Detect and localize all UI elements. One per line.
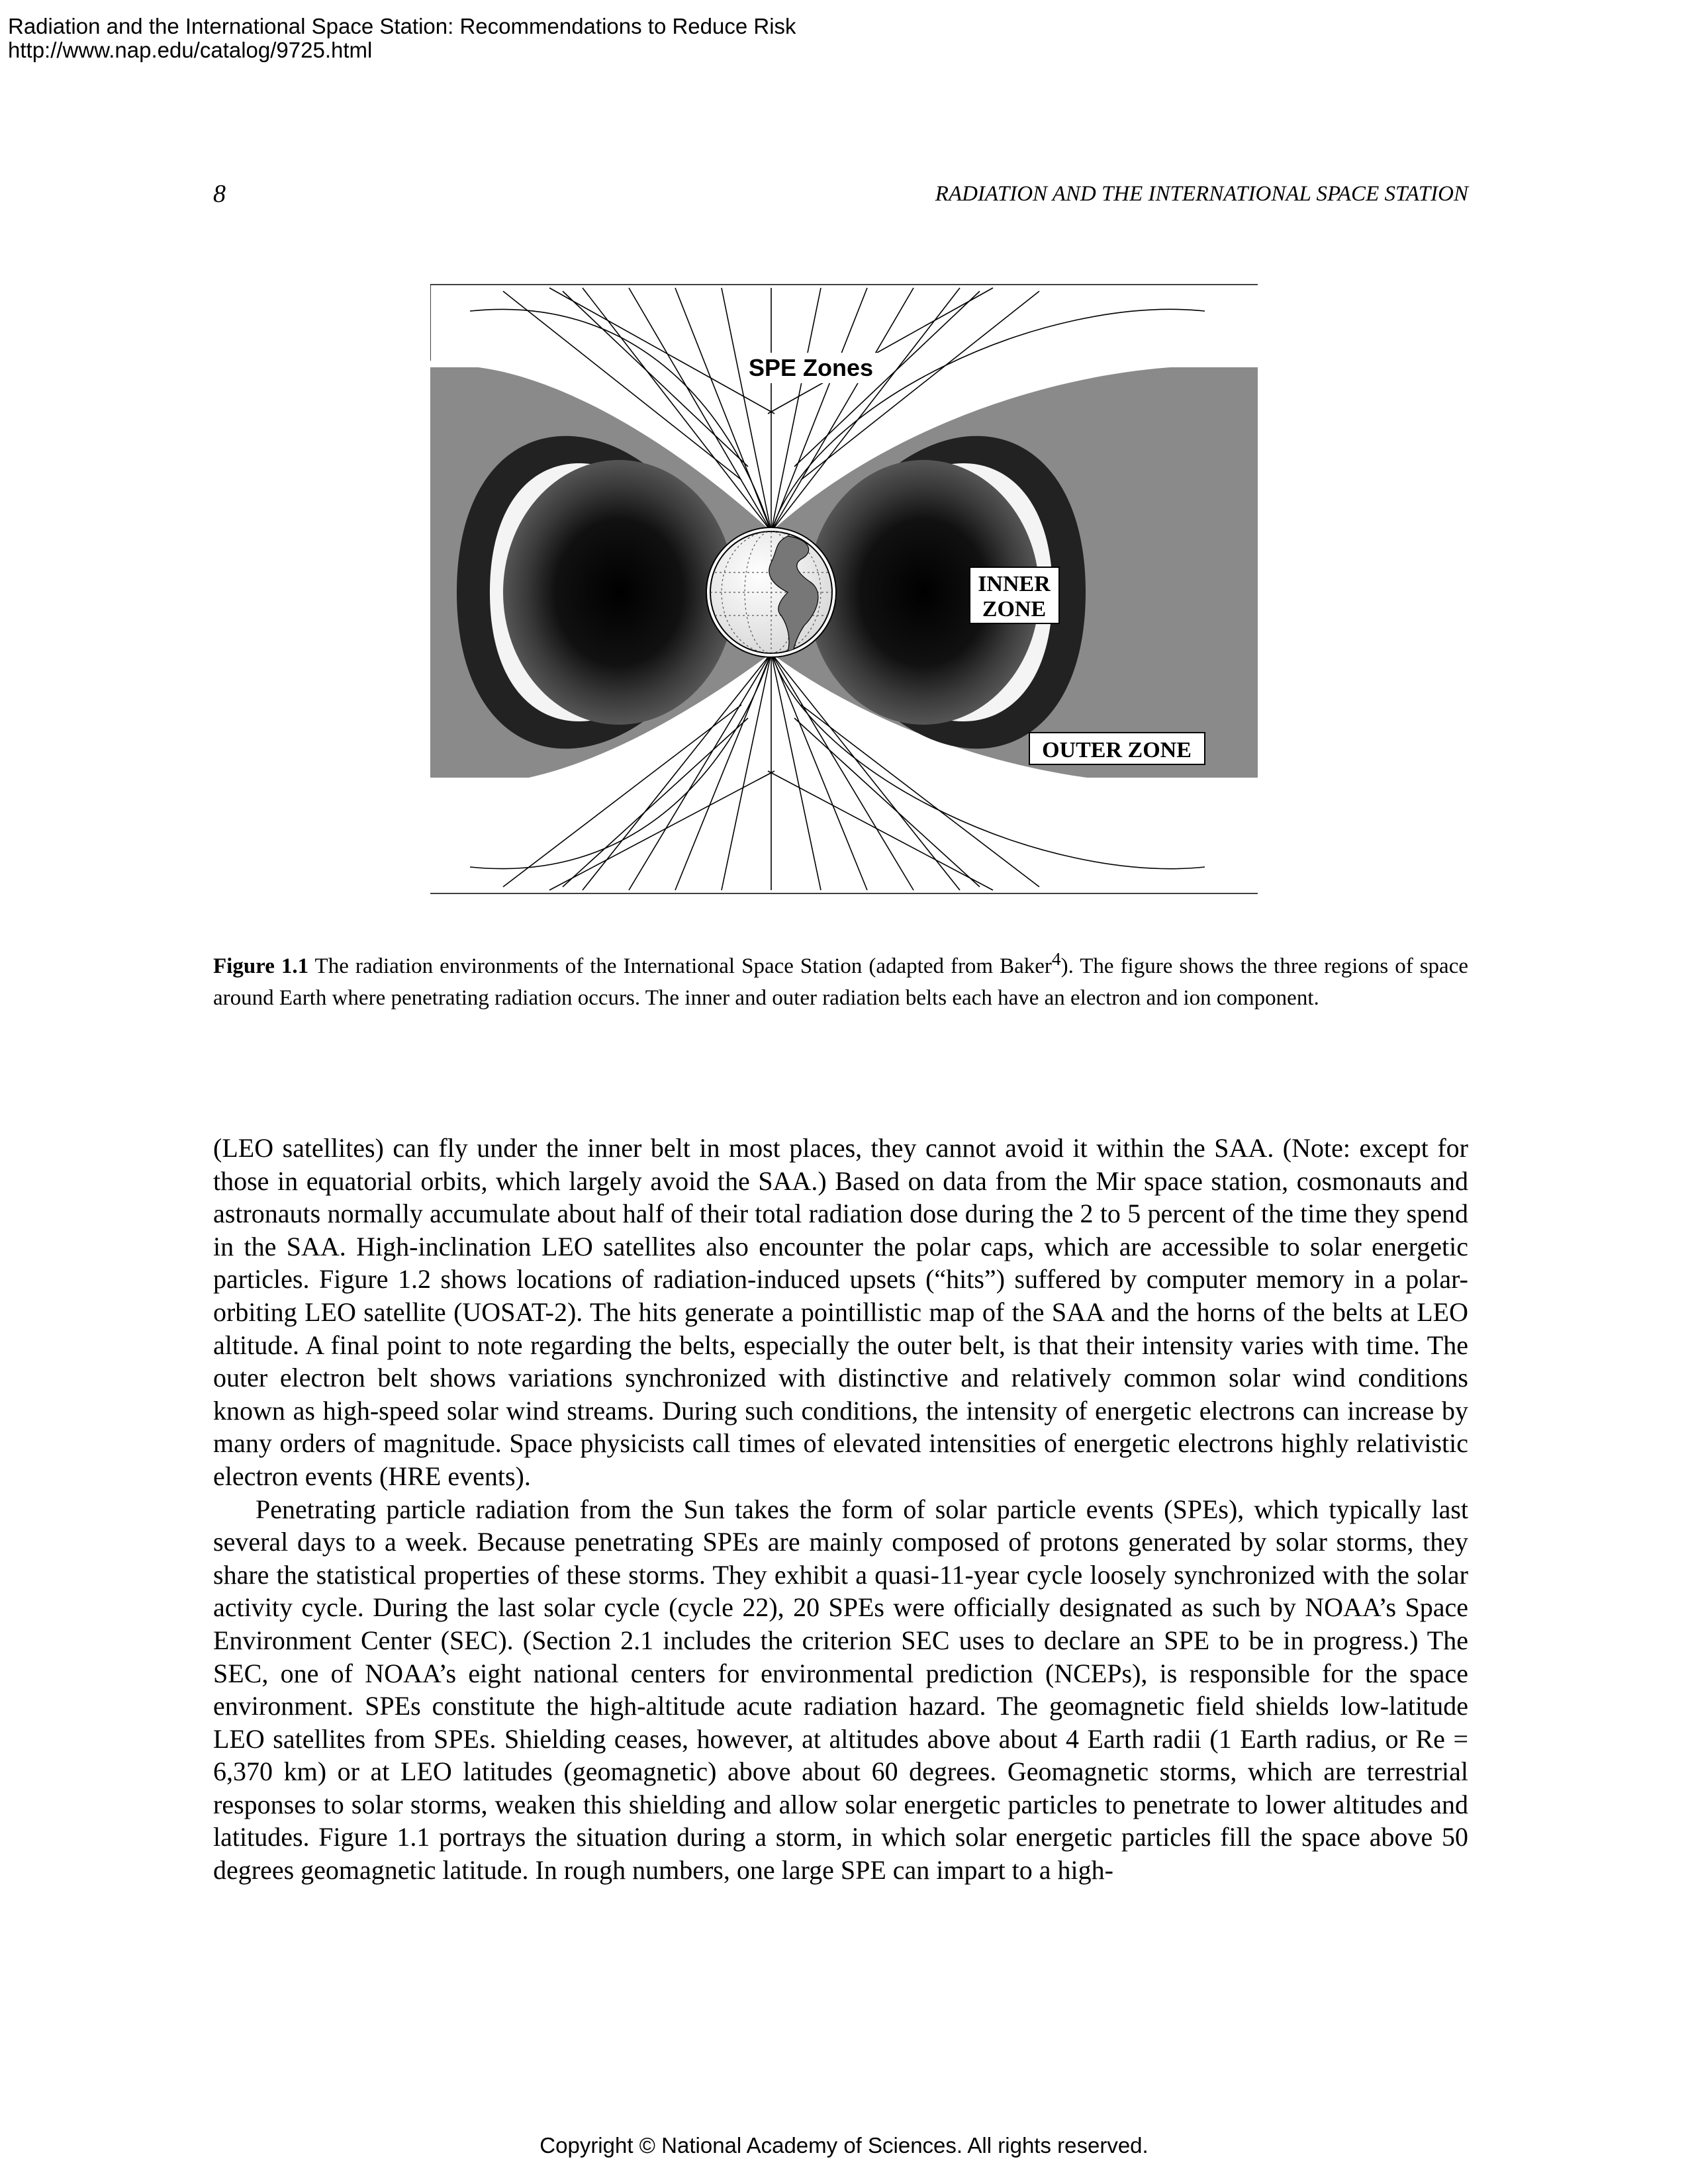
page-number: 8 <box>213 180 226 208</box>
outer-zone-label <box>1029 733 1205 764</box>
caption-label: Figure 1.1 <box>213 954 309 978</box>
paragraph-2: Penetrating particle radiation from the Sun takes the form of solar particle events (SPEs), which typically last several days to a week. Because penetrating SPEs are mainly composed of protons generated by solar storms, they share the statistical properties of these storms. They exhibit a quasi-11-year cycle loosely synchronized with the solar activity cycle. During the last solar cycle (cycle 22), 20 SPEs were officially designated as such by NOAA’s Space Environment Center (SEC). (Section 2.1 includes the criterion SEC uses to declare an SPE to be in progress.) The SEC, one of NOAA’s eight national centers for environmental prediction (NCEPs), is responsible for the space environment. SPEs constitute the high-altitude acute radiation hazard. The geomagnetic field shields low-latitude LEO satellites from SPEs. Shielding ceases, however, at altitudes above about 4 Earth radii (1 Earth radius, or Re = 6,370 km) or at LEO latitudes (geomagnetic) above about 60 degrees. Geomagnetic storms, which are terrestrial responses to solar storms, weaken this shielding and allow solar energetic particles to penetrate to lower altitudes and latitudes. Figure 1.1 portrays the situation during a storm, in which solar energetic particles fill the space above 50 degrees geomagnetic latitude. In rough numbers, one large SPE can impart to a high- <box>213 1494 1468 1886</box>
running-title: RADIATION AND THE INTERNATIONAL SPACE STATION <box>935 182 1468 206</box>
inner-zone-label <box>970 567 1059 623</box>
inner-belt-left <box>503 460 735 725</box>
caption-text-b: ). The figure shows the three regions of space around Earth where penetrating radiation occurs. The inner and outer radiation belts each have an electron and ion component. <box>213 954 1468 1010</box>
copyright-footer: Copyright © National Academy of Sciences. All rights reserved. <box>539 2133 1149 2158</box>
paragraph-1: (LEO satellites) can fly under the inner belt in most places, they cannot avoid it within the SAA. (Note: except for those in equatorial orbits, which largely avoid the SAA.) Based on data from the Mir space station, cosmonauts and astronauts normally accumulate about half of their total radiation dose during the 2 to 5 percent of the time they spend in the SAA. High-inclination LEO satellites also encounter the polar caps, which are accessible to solar energetic particles. Figure 1.2 shows locations of radiation-induced upsets (“hits”) suffered by computer memory in a polar-orbiting LEO satellite (UOSAT-2). The hits generate a pointillistic map of the SAA and the horns of the belts at LEO altitude. A final point to note regarding the belts, especially the outer belt, is that their intensity varies with time. The outer electron belt shows variations synchronized with distinctive and relatively common solar wind conditions known as high-speed solar wind streams. During such conditions, the intensity of energetic electrons can increase by many orders of magnitude. Space physicists call times of elevated intensities of energetic electrons highly relativistic electron events (HRE events). <box>213 1133 1468 1491</box>
source-header <box>8 15 796 62</box>
caption-text-a: The radiation environments of the International Space Station (adapted from Baker <box>314 954 1052 978</box>
body-text <box>213 1132 1468 1887</box>
source-url[interactable]: http://www.nap.edu/catalog/9725.html <box>8 38 373 62</box>
inner-zone-text-2: ZONE <box>982 597 1047 621</box>
radiation-zones-figure <box>430 281 1258 897</box>
figure-caption <box>213 943 1468 1014</box>
inner-zone-text-1: INNER <box>978 572 1051 596</box>
running-head <box>213 179 1468 209</box>
spe-zones-label <box>741 353 880 383</box>
caption-reference: 4 <box>1051 948 1061 969</box>
earth-globe <box>706 527 836 657</box>
radiation-zones-diagram <box>430 281 1258 897</box>
outer-zone-text: OUTER ZONE <box>1042 738 1192 762</box>
source-title: Radiation and the International Space Station: Recommendations to Reduce Risk <box>8 14 796 38</box>
spe-zones-text: SPE Zones <box>748 354 874 381</box>
